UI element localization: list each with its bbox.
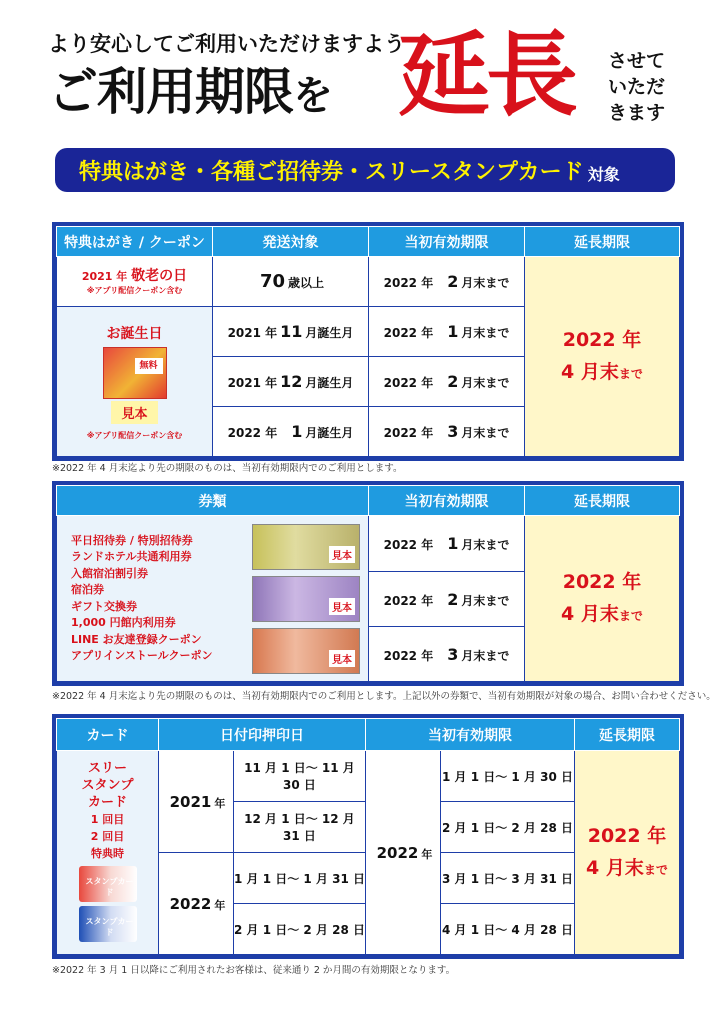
expiry-cell — [369, 407, 525, 457]
table-row — [57, 516, 680, 572]
table-header: カード — [57, 719, 159, 751]
table-row — [57, 257, 680, 307]
target-banner — [55, 148, 675, 192]
header-title — [48, 62, 332, 126]
expiry-month: 2 — [447, 272, 459, 291]
expiry-month: 3 — [447, 644, 459, 664]
card-cell — [57, 751, 159, 955]
expiry-cell — [369, 572, 525, 627]
target-age: 70 — [259, 271, 286, 292]
table-header: 延長期限 — [575, 719, 680, 751]
expiry-year: 2022 年 — [383, 376, 434, 390]
table-postcards — [52, 222, 684, 461]
target-tail: 月誕生月 — [305, 426, 354, 440]
year-unit: 年 — [214, 898, 226, 912]
table-header: 日付印押印日 — [159, 719, 366, 751]
sample-label: 見本 — [329, 546, 355, 563]
list-item: LINE お友達登録クーポン — [71, 632, 202, 646]
target-month: 11 — [280, 322, 303, 341]
header-title-main: ご利用期限 — [48, 63, 293, 121]
year-value: 2022 — [376, 843, 419, 862]
expiry-cell — [369, 516, 525, 572]
stamp-card-image — [79, 866, 137, 902]
header-subtitle: より安心してご利用いただけますよう — [48, 32, 405, 56]
year-unit: 年 — [214, 796, 226, 810]
extension-cell — [525, 516, 680, 682]
card-label — [57, 760, 158, 862]
orig-range-cell: 1 月 1 日〜 1 月 30 日 — [441, 751, 575, 802]
birthday-cell — [57, 307, 213, 457]
extension-year: 2022 — [562, 328, 616, 351]
table-header: 券類 — [57, 486, 369, 516]
extension-year: 2022 — [562, 570, 616, 593]
table-header: 延長期限 — [525, 227, 680, 257]
expiry-year: 2022 年 — [383, 538, 434, 552]
target-cell — [213, 357, 369, 407]
year-cell — [159, 751, 234, 853]
stamp-card-text: スタンプカード — [85, 916, 134, 937]
table-stamp-card — [52, 714, 684, 959]
card-label-line: カード — [87, 794, 127, 810]
list-item: ギフト交換券 — [71, 599, 137, 613]
ticket-image — [252, 576, 360, 622]
banner-tail-text: 対象 — [587, 164, 620, 184]
birthday-title: お誕生日 — [106, 325, 163, 342]
extension-year-unit: 年 — [647, 824, 667, 847]
expiry-month: 2 — [447, 589, 459, 609]
keiro-cell — [57, 257, 213, 307]
target-unit: 歳以上 — [288, 276, 325, 290]
extension-cell — [525, 257, 680, 457]
header-side-line: させて — [608, 50, 666, 72]
date-range-cell: 1 月 1 日〜 1 月 31 日 — [234, 853, 366, 904]
ticket-list-cell — [57, 516, 369, 682]
list-item: ランドホテル共通利用券 — [71, 550, 192, 563]
header-title-particle: を — [293, 73, 332, 119]
extension-month-unit: 月末 — [580, 360, 619, 383]
extension-tail: まで — [618, 608, 643, 623]
target-month: 1 — [291, 422, 303, 441]
expiry-month: 2 — [447, 372, 459, 391]
ticket-image — [252, 524, 360, 570]
extension-year: 2022 — [587, 824, 641, 847]
year-unit: 年 — [421, 847, 433, 861]
ticket-image — [252, 628, 360, 674]
table-tickets — [52, 481, 684, 686]
table-header: 発送対象 — [213, 227, 369, 257]
expiry-cell — [369, 257, 525, 307]
card-label-line: 2 回目 — [90, 829, 125, 843]
orig-year-cell — [366, 751, 441, 955]
date-range-cell: 2 月 1 日〜 2 月 28 日 — [234, 904, 366, 955]
expiry-month: 1 — [447, 322, 459, 341]
expiry-cell — [369, 307, 525, 357]
footnote: ※2022 年 4 月末迄より先の期限のものは、当初有効期限内でのご利用とします。上記以外の券類で、当初有効期限が対象の場合、お問い合わせください。 — [52, 691, 716, 702]
list-item: アプリインストールクーポン — [71, 649, 213, 662]
footnote: ※2022 年 4 月末迄より先の期限のものは、当初有効期限内でのご利用とします。 — [52, 463, 403, 474]
year-cell — [159, 853, 234, 955]
banner-main-text: 特典はがき・各種ご招待券・スリースタンプカード — [79, 159, 584, 185]
target-tail: 月誕生月 — [305, 376, 354, 390]
target-year: 2021 年 — [227, 376, 278, 390]
extension-month: 4 — [561, 360, 575, 383]
card-label-line: 特典時 — [91, 846, 124, 860]
expiry-year: 2022 年 — [383, 593, 434, 608]
header-side-line: きます — [608, 102, 666, 124]
extension-month: 4 — [586, 856, 600, 879]
extension-cell — [575, 751, 680, 955]
expiry-year: 2022 年 — [383, 648, 434, 663]
expiry-cell — [369, 357, 525, 407]
stamp-card-image — [79, 906, 137, 942]
expiry-year: 2022 年 — [383, 426, 434, 440]
ticket-images — [252, 524, 360, 680]
header-extend-text: 延長 — [398, 22, 575, 129]
sample-label: 見本 — [111, 401, 157, 424]
footnote: ※2022 年 3 月 1 日以降にご利用されたお客様は、従来通り 2 か月間の有効期限となります。 — [52, 965, 456, 976]
extension-year-unit: 年 — [622, 328, 642, 351]
expiry-cell — [369, 627, 525, 682]
table-header: 当初有効期限 — [366, 719, 575, 751]
keiro-year: 2021 年 — [81, 269, 128, 283]
list-item: 1,000 円館内利用券 — [71, 616, 176, 629]
sample-label: 見本 — [329, 650, 355, 667]
card-label-line: スリー — [87, 760, 127, 776]
year-value: 2022 — [169, 894, 212, 913]
birthday-card-image — [103, 347, 167, 399]
table-header: 特典はがき / クーポン — [57, 227, 213, 257]
orig-range-cell: 2 月 1 日〜 2 月 28 日 — [441, 802, 575, 853]
birthday-note: ※アプリ配信クーポン含む — [86, 430, 183, 440]
expiry-month: 1 — [447, 534, 459, 553]
header-side-text — [608, 48, 688, 126]
expiry-tail: 月末まで — [461, 593, 510, 608]
orig-range-cell: 4 月 1 日〜 4 月 28 日 — [441, 904, 575, 955]
extension-tail: まで — [643, 862, 668, 877]
date-range-cell: 11 月 1 日〜 11 月 30 日 — [234, 751, 366, 802]
table-header: 当初有効期限 — [369, 486, 525, 516]
sample-label: 見本 — [329, 598, 355, 615]
target-month: 12 — [280, 372, 303, 391]
extension-month: 4 — [561, 602, 575, 625]
list-item: 平日招待券 / 特別招待券 — [71, 533, 193, 547]
extension-year-unit: 年 — [622, 570, 642, 593]
extension-month-unit: 月末 — [580, 602, 619, 625]
expiry-month: 3 — [447, 422, 459, 441]
target-cell — [213, 257, 369, 307]
date-range-cell: 12 月 1 日〜 12 月 31 日 — [234, 802, 366, 853]
card-label-line: スタンプ — [81, 777, 134, 793]
header-side-line: いただ — [608, 76, 666, 98]
extension-month-unit: 月末 — [605, 856, 644, 879]
target-year: 2022 年 — [227, 426, 278, 440]
expiry-tail: 月末まで — [461, 376, 510, 390]
list-item: 宿泊券 — [71, 583, 104, 596]
target-cell — [213, 307, 369, 357]
table-header: 当初有効期限 — [369, 227, 525, 257]
extension-tail: まで — [618, 366, 643, 381]
orig-range-cell: 3 月 1 日〜 3 月 31 日 — [441, 853, 575, 904]
expiry-year: 2022 年 — [383, 276, 434, 290]
expiry-tail: 月末まで — [461, 648, 510, 663]
target-year: 2021 年 — [227, 326, 278, 340]
stamp-card-text: スタンプカード — [85, 876, 134, 897]
keiro-title: 敬老の日 — [131, 267, 188, 284]
target-tail: 月誕生月 — [305, 326, 354, 340]
table-row — [57, 751, 680, 802]
card-badge: 無料 — [135, 358, 163, 374]
card-label-line: 1 回目 — [90, 812, 125, 826]
expiry-tail: 月末まで — [461, 538, 510, 552]
target-cell — [213, 407, 369, 457]
list-item: 入館宿泊割引券 — [71, 566, 148, 580]
year-value: 2021 — [169, 792, 212, 811]
keiro-note: ※アプリ配信クーポン含む — [86, 285, 183, 295]
table-header: 延長期限 — [525, 486, 680, 516]
expiry-year: 2022 年 — [383, 326, 434, 340]
expiry-tail: 月末まで — [461, 326, 510, 340]
expiry-tail: 月末まで — [461, 426, 510, 440]
expiry-tail: 月末まで — [461, 276, 510, 290]
